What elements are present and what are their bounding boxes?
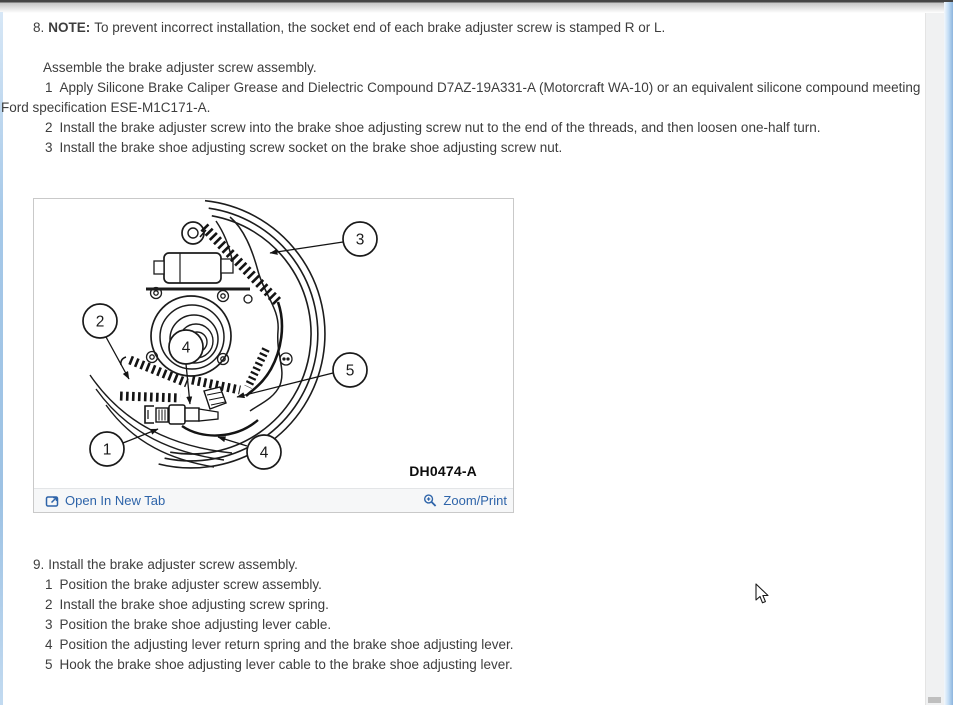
wheel-cylinder	[146, 222, 250, 289]
note-text: To prevent incorrect installation, the socket end of each brake adjuster screw is stamped R or L.	[94, 20, 666, 35]
step-text: Position the adjusting lever return spring and the brake shoe adjusting lever.	[59, 637, 514, 652]
step-item	[1, 575, 941, 595]
callout-label: 4	[181, 339, 191, 357]
figure-action-bar	[34, 488, 513, 512]
open-in-new-tab-label: Open In New Tab	[65, 493, 166, 508]
item-number: 8.	[33, 20, 45, 35]
instructions-install	[1, 555, 941, 675]
assemble-intro: Assemble the brake adjuster screw assembly.	[43, 60, 317, 75]
note-label: NOTE:	[48, 20, 91, 35]
step-text: Hook the brake shoe adjusting lever cable to the brake shoe adjusting lever.	[59, 657, 513, 672]
toolbar-bottom-shadow	[0, 0, 953, 13]
step-item	[1, 78, 941, 118]
callout-label: 1	[102, 441, 112, 459]
callout-label: 5	[345, 362, 355, 380]
vertical-scrollbar[interactable]	[925, 13, 944, 705]
step-item	[1, 615, 941, 635]
step-number: 1	[45, 577, 53, 592]
install-intro-line	[1, 555, 941, 575]
open-in-new-tab-icon	[45, 494, 59, 508]
adjuster-screw-assembly	[145, 405, 218, 424]
step-number: 1	[45, 80, 53, 95]
step-text: Apply Silicone Brake Caliper Grease and Dielectric Compound D7AZ-19A331-A (Motorcraft WA-10) or an equivalent silicone compound meeting Ford specification ESE-M1C171-A.	[1, 80, 921, 115]
open-in-new-tab-link[interactable]	[45, 493, 165, 508]
step-item	[1, 655, 941, 675]
zoom-print-link[interactable]	[423, 493, 507, 508]
callout-label: 4	[259, 444, 269, 462]
note-line	[1, 18, 941, 38]
step-item	[1, 595, 941, 615]
callout-label: 3	[355, 231, 365, 249]
brake-diagram-drawing	[34, 199, 513, 488]
zoom-magnifier-icon	[423, 494, 437, 508]
zoom-print-label: Zoom/Print	[443, 493, 507, 508]
item-number: 9.	[33, 557, 45, 572]
step-number: 2	[45, 120, 53, 135]
install-intro-text: Install the brake adjuster screw assembly.	[48, 557, 298, 572]
step-number: 2	[45, 597, 53, 612]
step-text: Install the brake shoe adjusting screw socket on the brake shoe adjusting screw nut.	[59, 140, 563, 155]
step-item	[1, 635, 941, 655]
instructions-assemble	[1, 18, 941, 158]
step-number: 3	[45, 140, 53, 155]
mouse-cursor-icon	[755, 583, 771, 610]
scrollbar-thumb[interactable]	[928, 697, 941, 703]
step-number: 5	[45, 657, 53, 672]
figure-id-label: DH0474-A	[409, 463, 477, 479]
brake-diagram	[34, 199, 513, 488]
step-number: 3	[45, 617, 53, 632]
page-right-border	[944, 2, 953, 705]
step-text: Position the brake shoe adjusting lever cable.	[59, 617, 332, 632]
callout-label: 2	[95, 313, 105, 331]
step-text: Install the brake shoe adjusting screw spring.	[59, 597, 329, 612]
step-text: Position the brake adjuster screw assembly.	[59, 577, 322, 592]
step-number: 4	[45, 637, 53, 652]
step-item	[1, 138, 941, 158]
step-item	[1, 118, 941, 138]
step-text: Install the brake adjuster screw into the brake shoe adjusting screw nut to the end of the threads, and then loosen one-half turn.	[59, 120, 821, 135]
figure-panel	[33, 198, 514, 513]
